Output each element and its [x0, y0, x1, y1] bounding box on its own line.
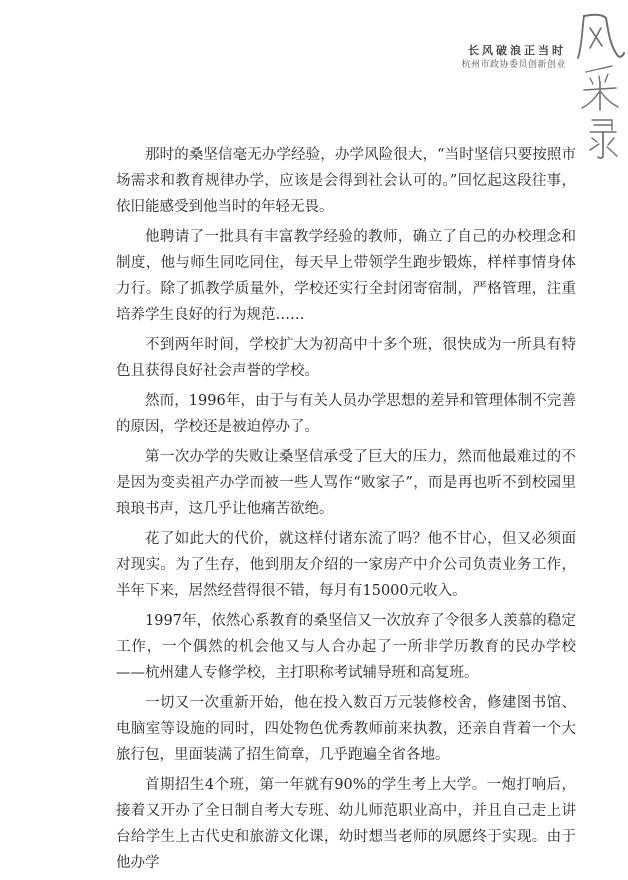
paragraph: 然而，1996年，由于与有关人员办学思想的差异和管理体制不完善的原因，学校还是被迫停办了。: [116, 393, 576, 435]
paragraph: 花了如此大的代价，就这样付诸东流了吗？他不甘心，但又必须面对现实。为了生存，他到朋友介绍的一家房产中介公司负责业务工作，半年下来，居然经营得很不错，每月有15000元收入。: [116, 531, 576, 599]
paragraph: 一切又一次重新开始，他在投入数百万元装修校舍，修建图书馆、电脑室等设施的同时，四处物色优秀教师前来执教，还亲自背着一个大旅行包，里面装满了招生简章，几乎跑遍全省各地。: [116, 695, 576, 763]
header-subtitle: 杭州市政协委员创新创业: [461, 60, 566, 70]
paragraph: 首期招生4个班，第一年就有90%的学生考上大学。一炮打响后，接着又开办了全日制自考大专班、幼儿师范职业高中，并且自己走上讲台给学生上古代史和旅游文化课，幼时想当老师的夙愿终于实现。由于他办学: [116, 777, 576, 871]
paragraph: 1997年，依然心系教育的桑坚信又一次放弃了令很多人羡慕的稳定工作，一个偶然的机会他又与人合办起了一所非学历教育的民办学校——杭州建人专修学校，主打职称考试辅导班和高复班。: [116, 613, 576, 681]
paragraph: 不到两年时间，学校扩大为初高中十多个班，很快成为一所具有特色且获得良好社会声誉的学校。: [116, 337, 576, 379]
paragraph: 那时的桑坚信毫无办学经验，办学风险很大，“当时坚信只要按照市场需求和教育规律办学，应该是会得到社会认可的。”回忆起这段往事，依旧能感受到他当时的年轻无畏。: [116, 147, 576, 215]
paragraph: 他聘请了一批具有丰富教学经验的教师，确立了自己的办校理念和制度，他与师生同吃同住，每天早上带领学生跑步锻炼，样样事情身体力行。除了抓教学质量外，学校还实行全封闭寄宿制，严格管理，注重培养学生良好的行为规范……: [116, 229, 576, 323]
article-body: [116, 142, 576, 880]
logo-text: 风采录: [598, 164, 601, 165]
calligraphy-logo: [570, 6, 626, 166]
paragraph: 第一次办学的失败让桑坚信承受了巨大的压力，然而他最难过的不是因为变卖祖产办学而被一些人骂作“败家子”，而是再也听不到校园里琅琅书声，这几乎让他痛苦欲绝。: [116, 449, 576, 517]
page-header: [461, 44, 566, 72]
header-title: 长风破浪正当时: [468, 44, 566, 57]
